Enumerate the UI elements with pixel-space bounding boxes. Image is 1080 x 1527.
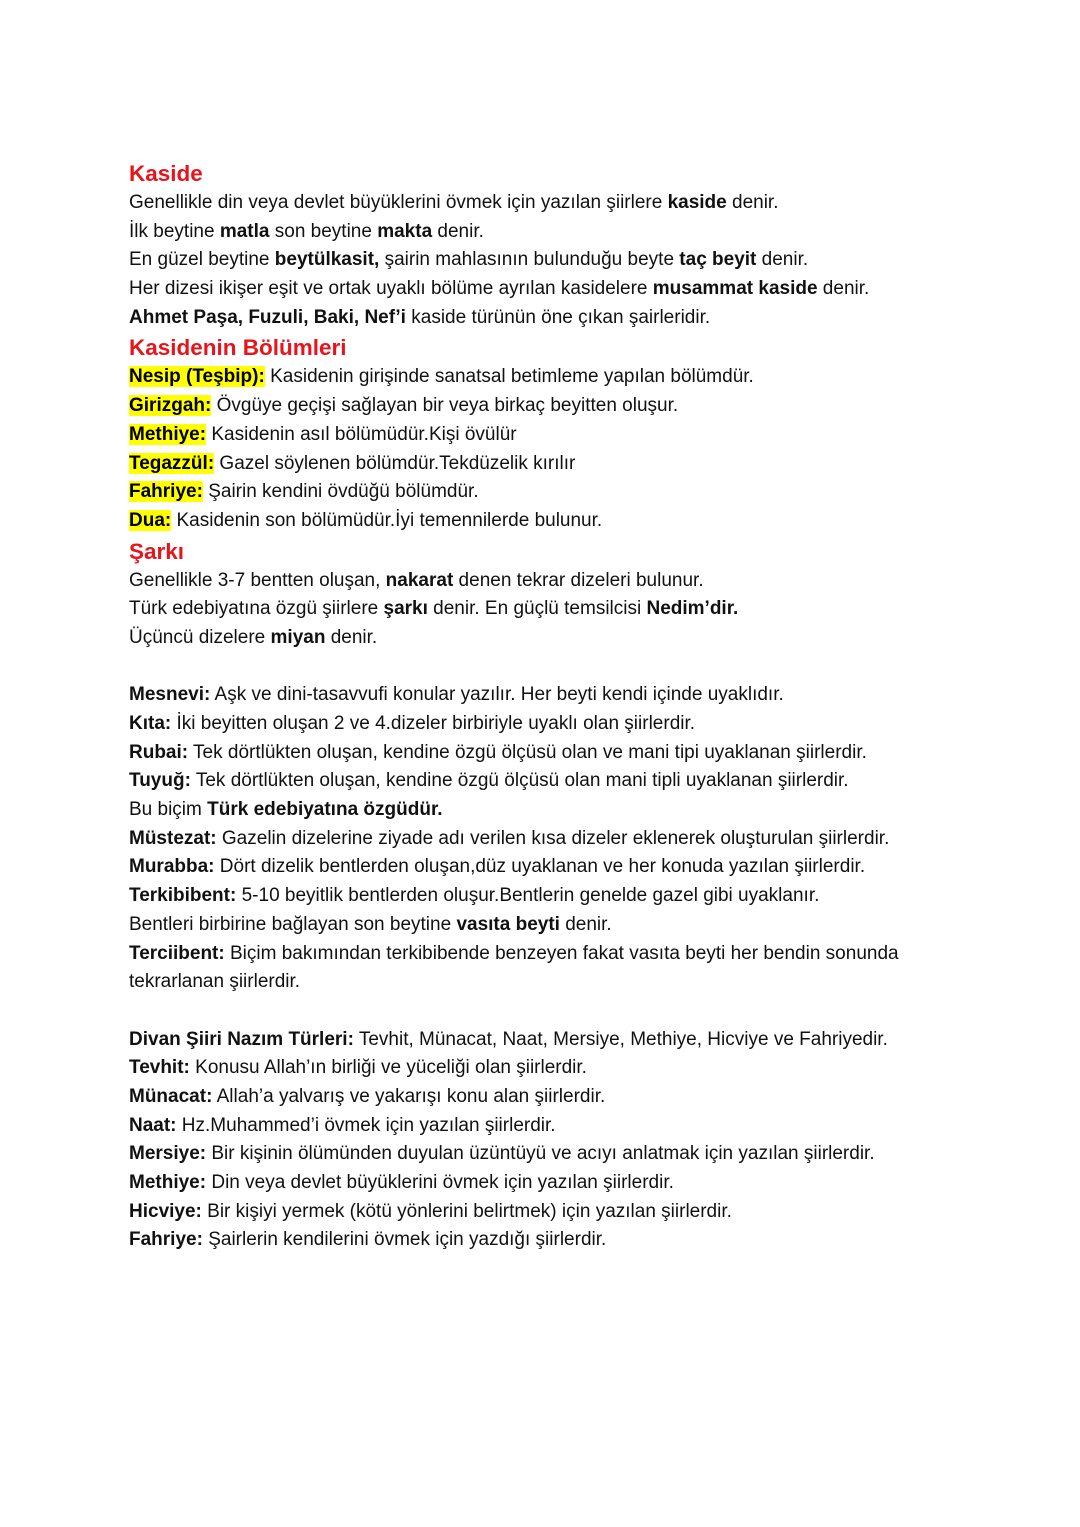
text-run: denir. [726,192,779,213]
text-run: denir. En güçlü temsilcisi [427,598,647,620]
text-run: Her dizesi ikişer eşit ve ortak uyaklı bölüme ayrılan kasidelere [129,278,653,300]
text-line [129,940,1029,969]
text-line [129,507,1029,536]
highlighted-term: Fahriye: [129,481,203,503]
text-run: Aşk ve dini-tasavvufi konular yazılır. Her beyti kendi içinde uyaklıdır. [210,684,784,706]
text-run: denir. [432,220,484,242]
bold-term: taç beyit [679,249,757,271]
text-run: kaside türünün öne çıkan şairleridir. [405,306,711,328]
text-run: Dört dizelik bentlerden oluşan,düz uyaklanan ve her konuda yazılan şiirlerdir. [214,856,866,878]
text-line [129,304,1029,333]
text-run: Allah’a yalvarış ve yakarışı konu alan şiirlerdir. [212,1085,606,1107]
text-run: 5-10 beyitlik bentlerden oluşur.Bentlerin genelde gazel gibi uyaklanır. [236,885,820,907]
text-run: Övgüye geçişi sağlayan bir veya birkaç beyitten oluşur. [211,395,679,417]
text-line [129,882,1029,911]
bold-term: kaside [667,192,727,213]
text-line [129,275,1029,304]
text-run: denen tekrar dizeleri bulunur. [453,569,704,591]
document-content [129,158,1029,1255]
text-line [129,392,1029,421]
text-run: Biçim bakımından terkibibende benzeyen fakat vasıta beyti her bendin sonunda [224,942,899,964]
bold-term: beytülkasit, [274,249,380,271]
text-line [129,1198,1029,1227]
text-run: denir. [559,913,612,935]
heading-sarki: Şarkı [129,538,185,564]
bold-term: makta [377,220,433,242]
bold-term: nakarat [385,569,454,591]
text-line [129,681,1029,710]
section-nazim-bicimleri [129,681,1029,997]
text-run: Gazel söylenen bölümdür.Tekdüzelik kırılır [214,452,576,474]
text-line [129,739,1029,768]
bold-term: matla [219,220,270,242]
text-line [129,911,1029,940]
bold-term: Tuyuğ: [129,770,191,792]
text-run: Gazelin dizelerine ziyade adı verilen kısa dizeler eklenerek oluşturulan şiirlerdir. [216,827,890,849]
text-line [129,1054,1029,1083]
bold-term: Tevhit: [129,1057,190,1079]
bold-term: Fahriye: [129,1229,203,1251]
text-run: Konusu Allah’ın birliği ve yüceliği olan şiirlerdir. [189,1057,587,1079]
text-line [129,421,1029,450]
text-run: Kasidenin girişinde sanatsal betimleme yapılan bölümdür. [264,366,754,388]
text-line [129,825,1029,854]
paragraph-gap [129,653,1029,682]
text-line [129,246,1029,275]
bold-term: şarkı [383,598,428,620]
text-line [129,1226,1029,1255]
section-nazim-turleri [129,1026,1029,1256]
bold-term: Ahmet Paşa, Fuzuli, Baki, Nef’i [129,306,406,328]
text-line [129,1026,1029,1055]
highlighted-term: Dua: [129,509,172,531]
text-run: En güzel beytine [129,249,275,271]
text-run: şairin mahlasının bulunduğu beyte [379,249,680,271]
text-run: Kasidenin son bölümüdür.İyi temennilerde bulunur. [171,509,603,531]
bold-term: Divan Şiiri Nazım Türleri: [129,1028,354,1050]
text-line [129,624,1029,653]
heading-kaside: Kaside [129,161,203,186]
bold-term: miyan [270,626,326,648]
section-kaside-bolumleri [129,332,1029,535]
text-run: Türk edebiyatına özgü şiirlere [129,598,384,620]
text-run: Bentleri birbirine bağlayan son beytine [129,913,457,935]
text-line [129,710,1029,739]
bold-term: Murabba: [129,856,215,878]
text-line [129,567,1029,596]
kaside-lines [129,189,1029,332]
paragraph-gap [129,997,1029,1026]
highlighted-term: Nesip (Teşbip): [129,366,265,388]
text-run: İlk beytine [129,220,220,242]
text-line [129,968,1029,997]
text-run: Şairin kendini övdüğü bölümdür. [202,481,479,503]
bold-term: musammat kaside [652,278,818,300]
highlighted-term: Girizgah: [129,395,212,417]
bold-term: Terciibent: [129,942,225,964]
text-line [129,595,1029,624]
text-line [129,767,1029,796]
bold-term: Hicviye: [129,1200,202,1222]
text-line [129,1083,1029,1112]
bold-term: Mersiye: [129,1143,207,1165]
heading-kasidenin-bolumleri: Kasidenin Bölümleri [129,335,347,361]
section-sarki [129,536,1029,653]
bold-term: Terkibibent: [129,885,237,907]
text-line [129,218,1029,247]
text-run: denir. [817,278,870,300]
text-line [129,1112,1029,1141]
bold-term: Rubai: [129,741,189,763]
bolumler-lines [129,363,1029,535]
text-run: Bu biçim [129,799,208,821]
text-run: Kasidenin asıl bölümüdür.Kişi övülür [206,423,517,445]
section-kaside [129,158,1029,332]
text-run: İki beyitten oluşan 2 ve 4.dizeler birbiriyle uyaklı olan şiirlerdir. [171,713,696,734]
text-run: tekrarlanan şiirlerdir. [129,971,301,993]
bold-term: Mesnevi: [129,684,211,706]
text-line [129,363,1029,392]
bold-term: Naat: [129,1114,177,1136]
text-run: Bir kişiyi yermek (kötü yönlerini belirtmek) için yazılan şiirlerdir. [201,1200,732,1222]
bold-term: Nedim’dir. [646,598,739,620]
highlighted-term: Tegazzül: [129,452,215,474]
text-run: Hz.Muhammed’i övmek için yazılan şiirlerdir. [176,1114,556,1136]
text-line [129,853,1029,882]
bold-term: vasıta beyti [456,913,560,935]
bold-term: Kıta: [129,713,172,734]
text-run: Tek dörtlükten oluşan, kendine özgü ölçüsü olan ve mani tipi uyaklanan şiirlerdir. [188,741,867,763]
text-line [129,189,1029,218]
text-run: Şairlerin kendilerini övmek için yazdığı şiirlerdir. [202,1229,607,1251]
sarki-lines [129,567,1029,653]
text-run: Din veya devlet büyüklerini övmek için yazılan şiirlerdir. [206,1172,674,1193]
nazim-turleri-lines [129,1026,1029,1256]
text-run: Bir kişinin ölümünden duyulan üzüntüyü ve acıyı anlatmak için yazılan şiirlerdir. [206,1143,875,1165]
bold-term: Müstezat: [129,827,217,849]
nazim-bicimleri-lines [129,681,1029,997]
bold-term: Münacat: [129,1085,213,1107]
text-line [129,796,1029,825]
text-run: denir. [756,249,809,271]
text-line [129,478,1029,507]
bold-term: Türk edebiyatına özgüdür. [207,799,443,821]
text-line [129,1140,1029,1169]
text-line [129,1169,1029,1198]
text-run: Tek dörtlükten oluşan, kendine özgü ölçüsü olan mani tipli uyaklanan şiirlerdir. [190,770,849,792]
text-line [129,450,1029,479]
text-run: Genellikle 3-7 bentten oluşan, [129,569,386,591]
text-run: Genellikle din veya devlet büyüklerini övmek için yazılan şiirlere [129,192,668,213]
text-run: denir. [325,626,378,648]
bold-term: Methiye: [129,1172,207,1193]
highlighted-term: Methiye: [129,423,207,445]
text-run: Üçüncü dizelere [129,626,271,648]
text-run: son beytine [269,220,378,242]
text-run: Tevhit, Münacat, Naat, Mersiye, Methiye, Hicviye ve Fahriyedir. [353,1028,888,1050]
